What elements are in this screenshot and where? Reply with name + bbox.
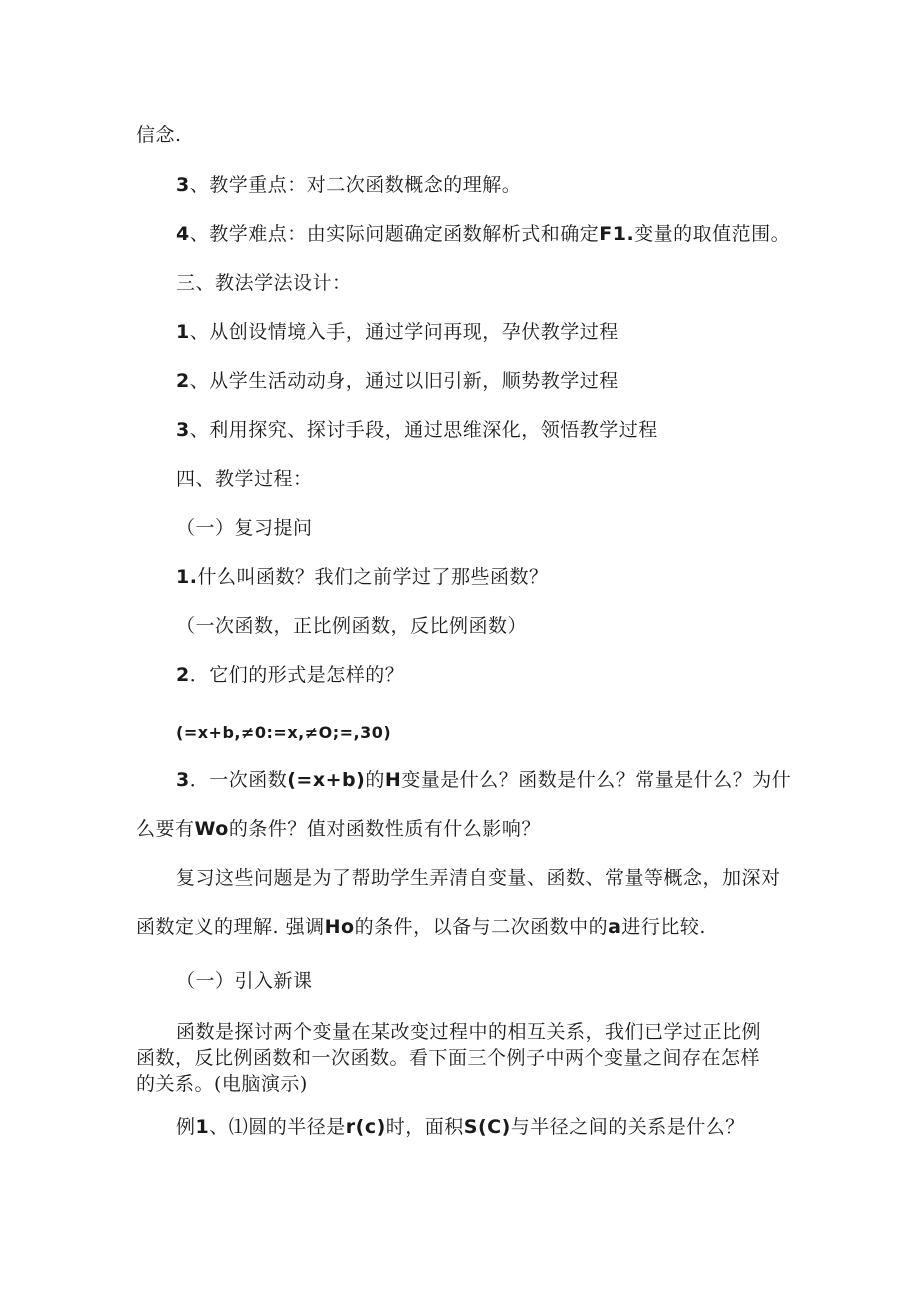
text-line-5: 1、从创设情境入手，通过学问再现，孕伏教学过程 — [176, 321, 619, 343]
example-1: 例1、⑴圆的半径是r(c)时，面积S(C)与半径之间的关系是什么？ — [176, 1116, 745, 1138]
paragraph-intro-line-2: 函数，反比例函数和一次函数。看下面三个例子中两个变量之间存在怎样 — [136, 1047, 761, 1069]
question-2: 2．它们的形式是怎样的？ — [176, 664, 405, 686]
section-heading-4: 四、教学过程： — [176, 468, 313, 490]
text-line-1: 信念. — [136, 124, 182, 146]
paragraph-intro-line-1: 函数是探讨两个变量在某改变过程中的相互关系，我们已学过正比例 — [176, 1021, 762, 1043]
formula-line: (=x+b,≠0:=x,≠O;=,30) — [176, 723, 392, 742]
paragraph-review-line-2: 函数定义的理解. 强调Ho的条件，以备与二次函数中的a进行比较. — [136, 916, 706, 938]
paragraph-intro-line-3: 的关系。(电脑演示) — [136, 1073, 308, 1095]
text-line-6: 2、从学生活动动身，通过以旧引新，顺势教学过程 — [176, 370, 619, 392]
question-3-line-1: 3．一次函数(=x+b)的H变量是什么？函数是什么？常量是什么？为什 — [176, 769, 792, 791]
answer-1: （一次函数，正比例函数，反比例函数） — [176, 615, 528, 637]
question-1: 1.什么叫函数？我们之前学过了那些函数？ — [176, 566, 549, 588]
text-line-2: 3、教学重点：对二次函数概念的理解。 — [176, 174, 522, 196]
subsection-heading-review: （一）复习提问 — [176, 517, 313, 539]
paragraph-review-line-1: 复习这些问题是为了帮助学生弄清自变量、函数、常量等概念，加深对 — [176, 867, 781, 889]
question-3-line-2: 么要有Wo的条件？值对函数性质有什么影响？ — [136, 818, 541, 840]
text-line-3: 4、教学难点：由实际问题确定函数解析式和确定F1.变量的取值范围。 — [176, 223, 791, 245]
text-line-7: 3、利用探究、探讨手段，通过思维深化，领悟教学过程 — [176, 419, 658, 441]
subsection-heading-new-lesson: （一）引入新课 — [176, 970, 313, 992]
section-heading-3: 三、教法学法设计： — [176, 272, 352, 294]
